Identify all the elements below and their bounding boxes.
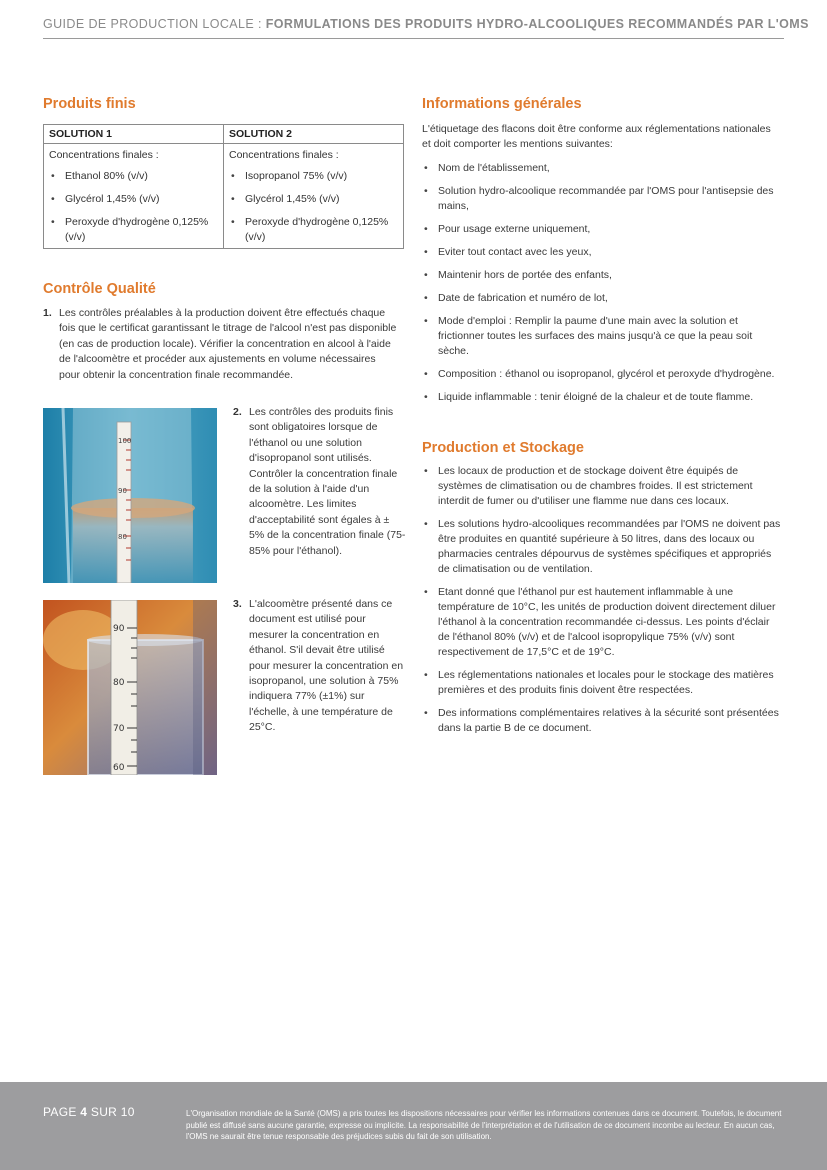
infos-list [422, 161, 784, 405]
qc-item-number: 1. [43, 307, 52, 319]
qc-item-1 [43, 306, 398, 383]
list-item: • Nom de l'établissement, [422, 161, 784, 176]
scale-label: 80 [113, 678, 125, 688]
qc-item-number: 2. [233, 406, 242, 418]
list-item: • Glycérol 1,45% (v/v) [229, 192, 398, 207]
solution1-cell [44, 144, 224, 249]
solution2-cell [224, 144, 404, 249]
list-item: • Maintenir hors de portée des enfants, [422, 268, 784, 283]
list-item: • Peroxyde d'hydrogène 0,125% (v/v) [229, 215, 398, 245]
solution2-list [229, 169, 398, 245]
header-rule [43, 38, 784, 39]
qc-item-2 [233, 405, 407, 559]
heading-production-stockage: Production et Stockage [422, 440, 584, 456]
scale-label: 100 [118, 437, 132, 445]
page-footer [0, 1082, 827, 1170]
qc-item-number: 3. [233, 598, 242, 610]
list-item: • Composition : éthanol ou isopropanol, glycérol et peroxyde d'hydrogène. [422, 367, 784, 382]
solution2-intro: Concentrations finales : [229, 149, 339, 161]
list-item: • Des informations complémentaires relatives à la sécurité sont présentées dans la partie B de ce document. [422, 706, 784, 736]
list-item: • Les réglementations nationales et locales pour le stockage des matières premières et des produits finis doivent être respectées. [422, 668, 784, 698]
list-item: • Peroxyde d'hydrogène 0,125% (v/v) [49, 215, 218, 245]
list-item: • Eviter tout contact avec les yeux, [422, 245, 784, 260]
solutions-table [43, 124, 404, 249]
list-item: • Date de fabrication et numéro de lot, [422, 291, 784, 306]
alcoholmeter-photo-1 [43, 408, 217, 583]
scale-label: 90 [113, 624, 125, 634]
page-total: SUR 10 [87, 1105, 135, 1119]
page-number [43, 1105, 135, 1119]
scale-label: 90 [118, 487, 127, 495]
list-item: • Ethanol 80% (v/v) [49, 169, 218, 184]
list-item: • Isopropanol 75% (v/v) [229, 169, 398, 184]
scale-label: 60 [113, 763, 125, 773]
heading-produits-finis: Produits finis [43, 96, 136, 112]
list-item: • Les solutions hydro-alcooliques recommandées par l'OMS ne doivent pas être produites en quantité supérieure à 50 litres, dans des locaux ou pharmacies centrales dépourvus de systèmes spécifiques et appropriés de climatisation ou de ventilation. [422, 517, 784, 577]
qc-item-text: Les contrôles des produits finis sont obligatoires lorsque de l'éthanol ou une solution d'isopropanol sont utilisés. Contrôler la concentration finale de la solution à l'aide d'un alcoomètre. Les limites d'acceptabilité sont égales à ± 5% de la concentration finale (75-85% pour l'éthanol). [249, 406, 406, 557]
list-item: • Glycérol 1,45% (v/v) [49, 192, 218, 207]
infos-intro: L'étiquetage des flacons doit être conforme aux réglementations nationales et doit comporter les mentions suivantes: [422, 123, 771, 150]
list-item: • Les locaux de production et de stockage doivent être équipés de systèmes de climatisation ou de chambres froides. Il est strictement interdit de fumer ou d'utiliser une flamme nue dans ces locaux. [422, 464, 784, 509]
qc-item-text: Les contrôles préalables à la production doivent être effectués chaque fois que le certificat garantissant le titrage de l'alcool n'est pas disponible (en cas de production locale). Vérifier la concentration en alcool à l'aide de l'alcoomètre et procéder aux ajustements en volume nécessaires pour obtenir la concentration finale recommandée. [59, 307, 397, 381]
hydrometer-cylinder-image [43, 408, 217, 583]
qc-item-text: L'alcoomètre présenté dans ce document est utilisé pour mesurer la concentration en éthanol. S'il devait être utilisé pour mesurer la concentration en isopropanol, une solution à 75% indiquera 77% (±1%) sur l'échelle, à une température de 25°C. [249, 598, 404, 734]
page-current: 4 [80, 1105, 88, 1119]
list-item: • Etant donné que l'éthanol pur est hautement inflammable à une température de 10°C, les unités de production doivent directement diluer l'éthanol à la concentration recommandée ci-dessus. Les points d'éclair de l'éthanol 80% (v/v) et de l'alcool isopropylique 75% (v/v) sont respectivement de 17,5°C et de 19°C. [422, 585, 784, 660]
scale-label: 80 [118, 533, 127, 541]
alcoholmeter-photo-2 [43, 600, 217, 775]
list-item: • Pour usage externe uniquement, [422, 222, 784, 237]
solution1-header: SOLUTION 1 [44, 125, 224, 144]
heading-informations-generales: Informations générales [422, 96, 582, 112]
solution1-list [49, 169, 218, 245]
solution1-intro: Concentrations finales : [49, 149, 159, 161]
qc-item-3 [233, 597, 407, 736]
list-item: • Solution hydro-alcoolique recommandée par l'OMS pour l'antisepsie des mains, [422, 184, 784, 214]
disclaimer: L'Organisation mondiale de la Santé (OMS) a pris toutes les dispositions nécessaires pour vérifier les informations contenues dans ce document. Toutefois, le document publié est diffusé sans aucune garantie, expresse ou implicite. La responsabilité de l'interprétation et de l'utilisation de ce document incombe au lecteur. En aucun cas, l'OMS ne saurait être tenue responsable des préjudices subis du fait de son utilisation. [186, 1109, 782, 1141]
list-item: • Mode d'emploi : Remplir la paume d'une main avec la solution et frictionner toutes les surfaces des mains jusqu'à ce que la peau soit sèche. [422, 314, 784, 359]
production-list [422, 464, 784, 736]
hydrometer-closeup-image [43, 600, 217, 775]
scale-label: 70 [113, 724, 125, 734]
list-item: • Liquide inflammable : tenir éloigné de la chaleur et de toute flamme. [422, 390, 784, 405]
header-prefix: GUIDE DE PRODUCTION LOCALE : [43, 17, 266, 31]
running-header [43, 17, 809, 31]
heading-controle-qualite: Contrôle Qualité [43, 281, 156, 297]
page-prefix: PAGE [43, 1105, 81, 1119]
header-title: FORMULATIONS DES PRODUITS HYDRO-ALCOOLIQUES RECOMMANDÉS PAR L'OMS [265, 17, 809, 31]
solution2-header: SOLUTION 2 [224, 125, 404, 144]
